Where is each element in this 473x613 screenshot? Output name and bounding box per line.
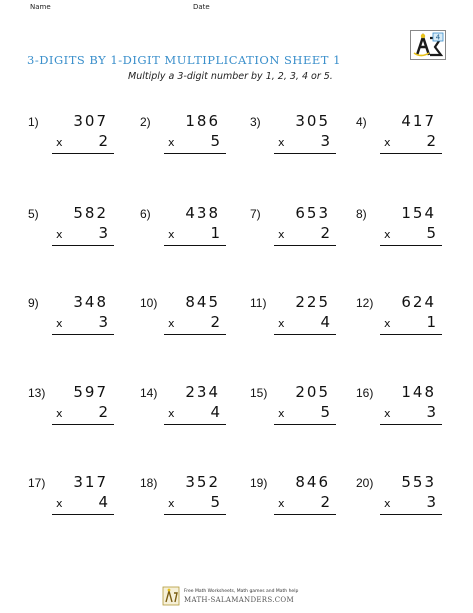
problem-3 bbox=[250, 112, 340, 158]
times-sign: x bbox=[278, 136, 285, 149]
answer-line bbox=[52, 153, 114, 154]
footer bbox=[161, 585, 301, 609]
times-sign: x bbox=[384, 407, 391, 420]
multiplicand: 417 bbox=[401, 112, 436, 130]
problem-11 bbox=[250, 293, 340, 339]
answer-line bbox=[274, 514, 336, 515]
multiplier: 2 bbox=[320, 493, 330, 511]
answer-line bbox=[164, 424, 226, 425]
multiplicand: 624 bbox=[401, 293, 436, 311]
multiplicand: 205 bbox=[295, 383, 330, 401]
times-sign: x bbox=[384, 317, 391, 330]
multiplier: 3 bbox=[98, 313, 108, 331]
problem-16 bbox=[356, 383, 446, 429]
times-sign: x bbox=[384, 497, 391, 510]
answer-line bbox=[164, 334, 226, 335]
problem-10 bbox=[140, 293, 230, 339]
times-sign: x bbox=[56, 136, 63, 149]
multiplier: 5 bbox=[426, 224, 436, 242]
name-label: Name bbox=[30, 3, 51, 11]
answer-line bbox=[164, 153, 226, 154]
multiplicand: 597 bbox=[73, 383, 108, 401]
problem-8 bbox=[356, 204, 446, 250]
multiplier: 1 bbox=[426, 313, 436, 331]
problem-15 bbox=[250, 383, 340, 429]
times-sign: x bbox=[56, 497, 63, 510]
instructions: Multiply a 3-digit number by 1, 2, 3, 4 or 5. bbox=[128, 71, 333, 82]
multiplier: 5 bbox=[210, 132, 220, 150]
answer-line bbox=[274, 334, 336, 335]
multiplicand: 553 bbox=[401, 473, 436, 491]
times-sign: x bbox=[278, 317, 285, 330]
problem-number: 16) bbox=[356, 386, 374, 400]
multiplicand: 307 bbox=[73, 112, 108, 130]
answer-line bbox=[380, 245, 442, 246]
answer-line bbox=[52, 245, 114, 246]
multiplicand: 846 bbox=[295, 473, 330, 491]
problem-number: 6) bbox=[140, 207, 151, 221]
multiplicand: 305 bbox=[295, 112, 330, 130]
problem-7 bbox=[250, 204, 340, 250]
answer-line bbox=[52, 334, 114, 335]
answer-line bbox=[52, 424, 114, 425]
times-sign: x bbox=[278, 497, 285, 510]
multiplier: 4 bbox=[210, 403, 220, 421]
multiplier: 4 bbox=[98, 493, 108, 511]
problem-number: 9) bbox=[28, 296, 39, 310]
times-sign: x bbox=[168, 407, 175, 420]
multiplier: 1 bbox=[210, 224, 220, 242]
multiplier: 2 bbox=[426, 132, 436, 150]
multiplier: 5 bbox=[320, 403, 330, 421]
times-sign: x bbox=[168, 317, 175, 330]
multiplicand: 234 bbox=[185, 383, 220, 401]
problem-18 bbox=[140, 473, 230, 519]
problem-number: 2) bbox=[140, 115, 151, 129]
problem-number: 8) bbox=[356, 207, 367, 221]
problem-number: 20) bbox=[356, 476, 374, 490]
multiplicand: 348 bbox=[73, 293, 108, 311]
problem-number: 17) bbox=[28, 476, 46, 490]
times-sign: x bbox=[278, 407, 285, 420]
problem-number: 3) bbox=[250, 115, 261, 129]
answer-line bbox=[380, 514, 442, 515]
multiplicand: 845 bbox=[185, 293, 220, 311]
problem-number: 15) bbox=[250, 386, 268, 400]
times-sign: x bbox=[56, 228, 63, 241]
answer-line bbox=[274, 245, 336, 246]
problem-17 bbox=[28, 473, 118, 519]
page-title: 3-DIGITS BY 1-DIGIT MULTIPLICATION SHEET 1 bbox=[27, 53, 341, 67]
multiplier: 2 bbox=[98, 132, 108, 150]
multiplicand: 225 bbox=[295, 293, 330, 311]
multiplicand: 582 bbox=[73, 204, 108, 222]
salamander-footer-icon bbox=[161, 585, 181, 607]
problem-9 bbox=[28, 293, 118, 339]
multiplier: 5 bbox=[210, 493, 220, 511]
answer-line bbox=[52, 514, 114, 515]
multiplier: 2 bbox=[320, 224, 330, 242]
problem-number: 12) bbox=[356, 296, 374, 310]
problem-number: 14) bbox=[140, 386, 158, 400]
answer-line bbox=[380, 334, 442, 335]
footer-tagline: Free Math Worksheets, Math games and Math help bbox=[184, 589, 299, 594]
times-sign: x bbox=[56, 317, 63, 330]
problem-number: 19) bbox=[250, 476, 268, 490]
answer-line bbox=[380, 153, 442, 154]
problem-14 bbox=[140, 383, 230, 429]
times-sign: x bbox=[278, 228, 285, 241]
multiplicand: 438 bbox=[185, 204, 220, 222]
problem-number: 10) bbox=[140, 296, 158, 310]
problem-19 bbox=[250, 473, 340, 519]
problem-number: 4) bbox=[356, 115, 367, 129]
multiplicand: 352 bbox=[185, 473, 220, 491]
multiplier: 3 bbox=[320, 132, 330, 150]
problem-1 bbox=[28, 112, 118, 158]
multiplier: 3 bbox=[426, 493, 436, 511]
multiplicand: 317 bbox=[73, 473, 108, 491]
times-sign: x bbox=[168, 228, 175, 241]
problem-number: 1) bbox=[28, 115, 39, 129]
problem-number: 11) bbox=[250, 296, 267, 310]
problem-2 bbox=[140, 112, 230, 158]
answer-line bbox=[380, 424, 442, 425]
times-sign: x bbox=[56, 407, 63, 420]
times-sign: x bbox=[168, 497, 175, 510]
problem-6 bbox=[140, 204, 230, 250]
answer-line bbox=[274, 424, 336, 425]
times-sign: x bbox=[384, 228, 391, 241]
problem-number: 5) bbox=[28, 207, 39, 221]
problem-number: 18) bbox=[140, 476, 158, 490]
problem-12 bbox=[356, 293, 446, 339]
footer-site: MATH-SALAMANDERS.COM bbox=[184, 596, 294, 604]
answer-line bbox=[164, 514, 226, 515]
multiplicand: 186 bbox=[185, 112, 220, 130]
multiplicand: 653 bbox=[295, 204, 330, 222]
multiplicand: 154 bbox=[401, 204, 436, 222]
answer-line bbox=[164, 245, 226, 246]
multiplier: 2 bbox=[98, 403, 108, 421]
multiplier: 3 bbox=[98, 224, 108, 242]
problem-number: 7) bbox=[250, 207, 261, 221]
answer-line bbox=[274, 153, 336, 154]
date-label: Date bbox=[193, 3, 210, 11]
times-sign: x bbox=[384, 136, 391, 149]
multiplier: 4 bbox=[320, 313, 330, 331]
problem-13 bbox=[28, 383, 118, 429]
problem-20 bbox=[356, 473, 446, 519]
times-sign: x bbox=[168, 136, 175, 149]
multiplier: 2 bbox=[210, 313, 220, 331]
salamander-logo-icon bbox=[410, 30, 446, 60]
multiplier: 3 bbox=[426, 403, 436, 421]
multiplicand: 148 bbox=[401, 383, 436, 401]
problem-4 bbox=[356, 112, 446, 158]
problem-5 bbox=[28, 204, 118, 250]
problem-number: 13) bbox=[28, 386, 46, 400]
svg-text:4: 4 bbox=[435, 33, 441, 42]
